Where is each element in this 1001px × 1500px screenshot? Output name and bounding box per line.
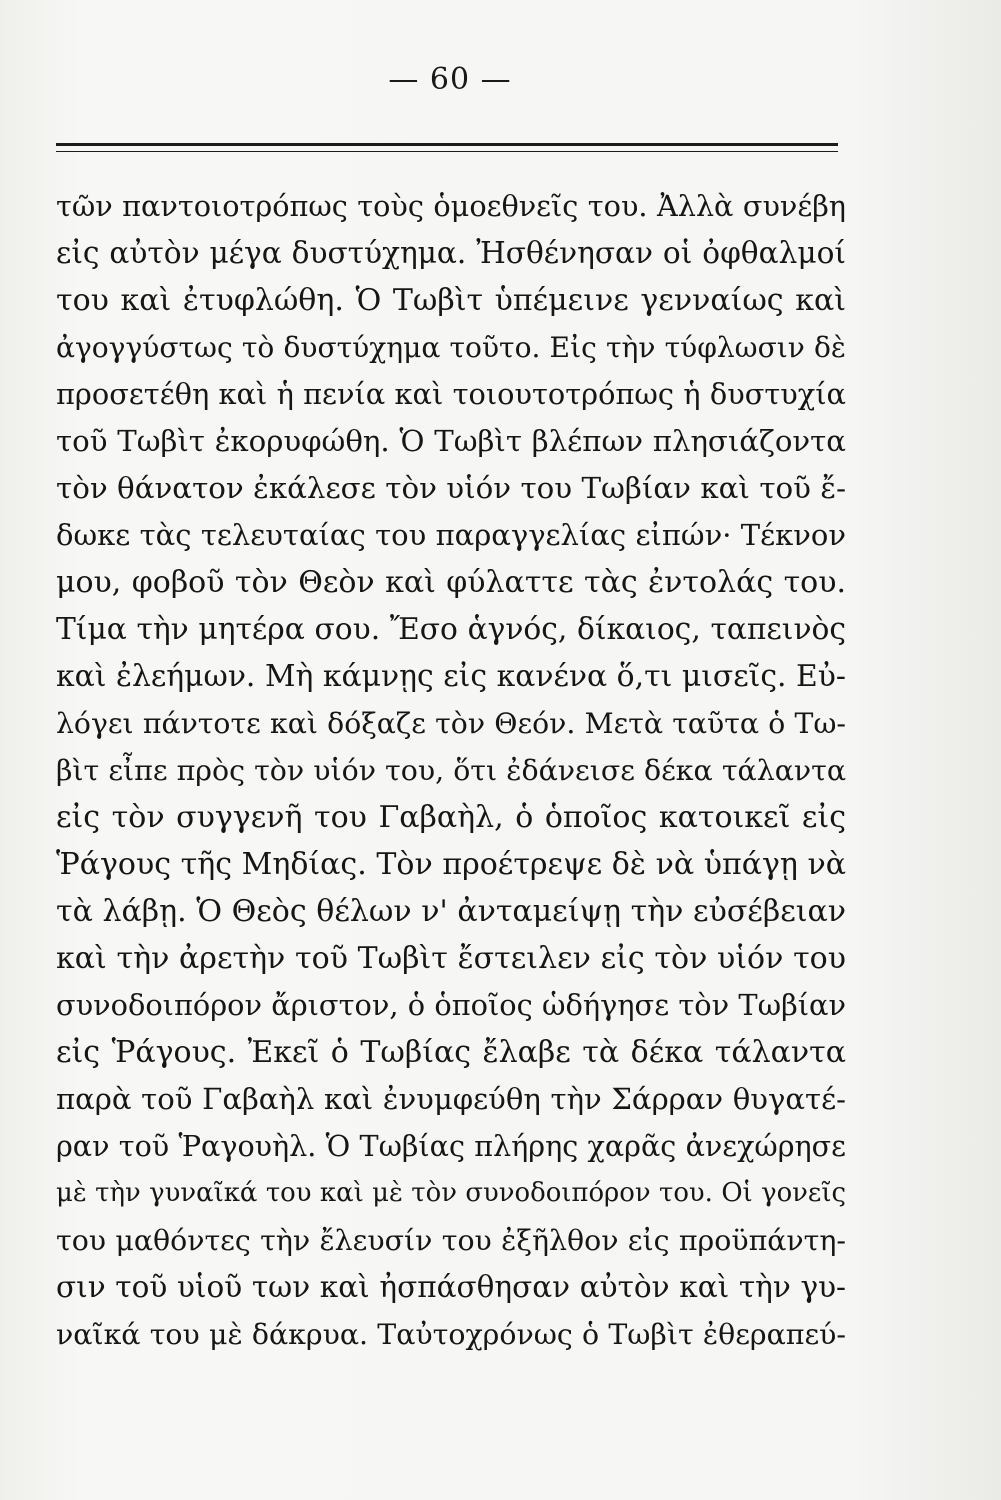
- text-line-17: καὶ τὴν ἀρετὴν τοῦ Τωβὶτ ἔστειλεν εἰς τὸν υἱόν του: [56, 941, 846, 976]
- text-line-1: τῶν παντοιοτρόπως τοὺς ὁμοεθνεῖς του. Ἀλλὰ συνέβη: [56, 189, 846, 223]
- text-line-12: λόγει πάντοτε καὶ δόξαζε τὸν Θεόν. Μετὰ ταῦτα ὁ Τω-: [56, 707, 846, 740]
- text-line-10: Τίμα τὴν μητέρα σου. Ἔσο ἁγνός, δίκαιος, ταπεινὸς: [56, 612, 846, 647]
- text-line-11: καὶ ἐλεήμων. Μὴ κάμνῃς εἰς κανένα ὅ,τι μισεῖς. Εὐ-: [56, 659, 846, 694]
- text-line-13: βὶτ εἶπε πρὸς τὸν υἱόν του, ὅτι ἐδάνεισε δέκα τάλαντα: [56, 754, 846, 787]
- text-line-20: παρὰ τοῦ Γαβαὴλ καὶ ἐνυμφεύθη τὴν Σάρραν θυγατέ-: [56, 1082, 846, 1116]
- text-line-25: ναῖκά του μὲ δάκρυα. Ταὐτοχρόνως ὁ Τωβὶτ ἐθεραπεύ-: [56, 1318, 846, 1351]
- text-line-14: εἰς τὸν συγγενῆ του Γαβαὴλ, ὁ ὁποῖος κατοικεῖ εἰς: [56, 800, 846, 835]
- text-line-3: του καὶ ἐτυφλώθη. Ὁ Τωβὶτ ὑπέμεινε γενναίως καὶ: [56, 283, 846, 318]
- text-line-4: ἀγογγύστως τὸ δυστύχημα τοῦτο. Εἰς τὴν τύφλωσιν δὲ: [56, 331, 846, 364]
- text-line-7: τὸν θάνατον ἐκάλεσε τὸν υἱόν του Τωβίαν καὶ τοῦ ἔ-: [56, 471, 846, 505]
- text-line-18: συνοδοιπόρον ἄριστον, ὁ ὁποῖος ὡδήγησε τὸν Τωβίαν: [56, 988, 846, 1022]
- text-line-21: ραν τοῦ Ῥαγουὴλ. Ὁ Τωβίας πλήρης χαρᾶς ἀνεχώρησε: [56, 1129, 846, 1163]
- text-line-8: δωκε τὰς τελευταίας του παραγγελίας εἰπών· Τέκνον: [56, 518, 846, 552]
- text-line-23: του μαθόντες τὴν ἔλευσίν του ἐξῆλθον εἰς προϋπάντη-: [56, 1224, 846, 1257]
- text-line-2: εἰς αὐτὸν μέγα δυστύχημα. Ἠσθένησαν οἱ ὀφθαλμοί: [56, 236, 846, 270]
- text-line-19: εἰς Ῥάγους. Ἐκεῖ ὁ Τωβίας ἔλαβε τὰ δέκα τάλαντα: [56, 1035, 846, 1070]
- page-number: — 60 —: [388, 62, 512, 97]
- header-rule-thick: [56, 143, 838, 146]
- text-line-15: Ῥάγους τῆς Μηδίας. Τὸν προέτρεψε δὲ νὰ ὑπάγῃ νὰ: [56, 847, 846, 882]
- header-rule-thin: [56, 151, 838, 152]
- text-line-9: μου, φοβοῦ τὸν Θεὸν καὶ φύλαττε τὰς ἐντολάς του.: [56, 565, 846, 600]
- body-text: [56, 183, 846, 1358]
- text-line-5: προσετέθη καὶ ἡ πενία καὶ τοιουτοτρόπως ἡ δυστυχία: [56, 377, 846, 411]
- text-line-22: μὲ τὴν γυναῖκά του καὶ μὲ τὸν συνοδοιπόρον του. Οἱ γονεῖς: [56, 1178, 846, 1208]
- text-line-16: τὰ λάβῃ. Ὁ Θεὸς θέλων ν' ἀνταμείψῃ τὴν εὐσέβειαν: [56, 894, 846, 929]
- text-line-6: τοῦ Τωβὶτ ἐκορυφώθη. Ὁ Τωβὶτ βλέπων πλησιάζοντα: [56, 424, 846, 458]
- text-line-24: σιν τοῦ υἱοῦ των καὶ ἠσπάσθησαν αὐτὸν καὶ τὴν γυ-: [56, 1270, 846, 1304]
